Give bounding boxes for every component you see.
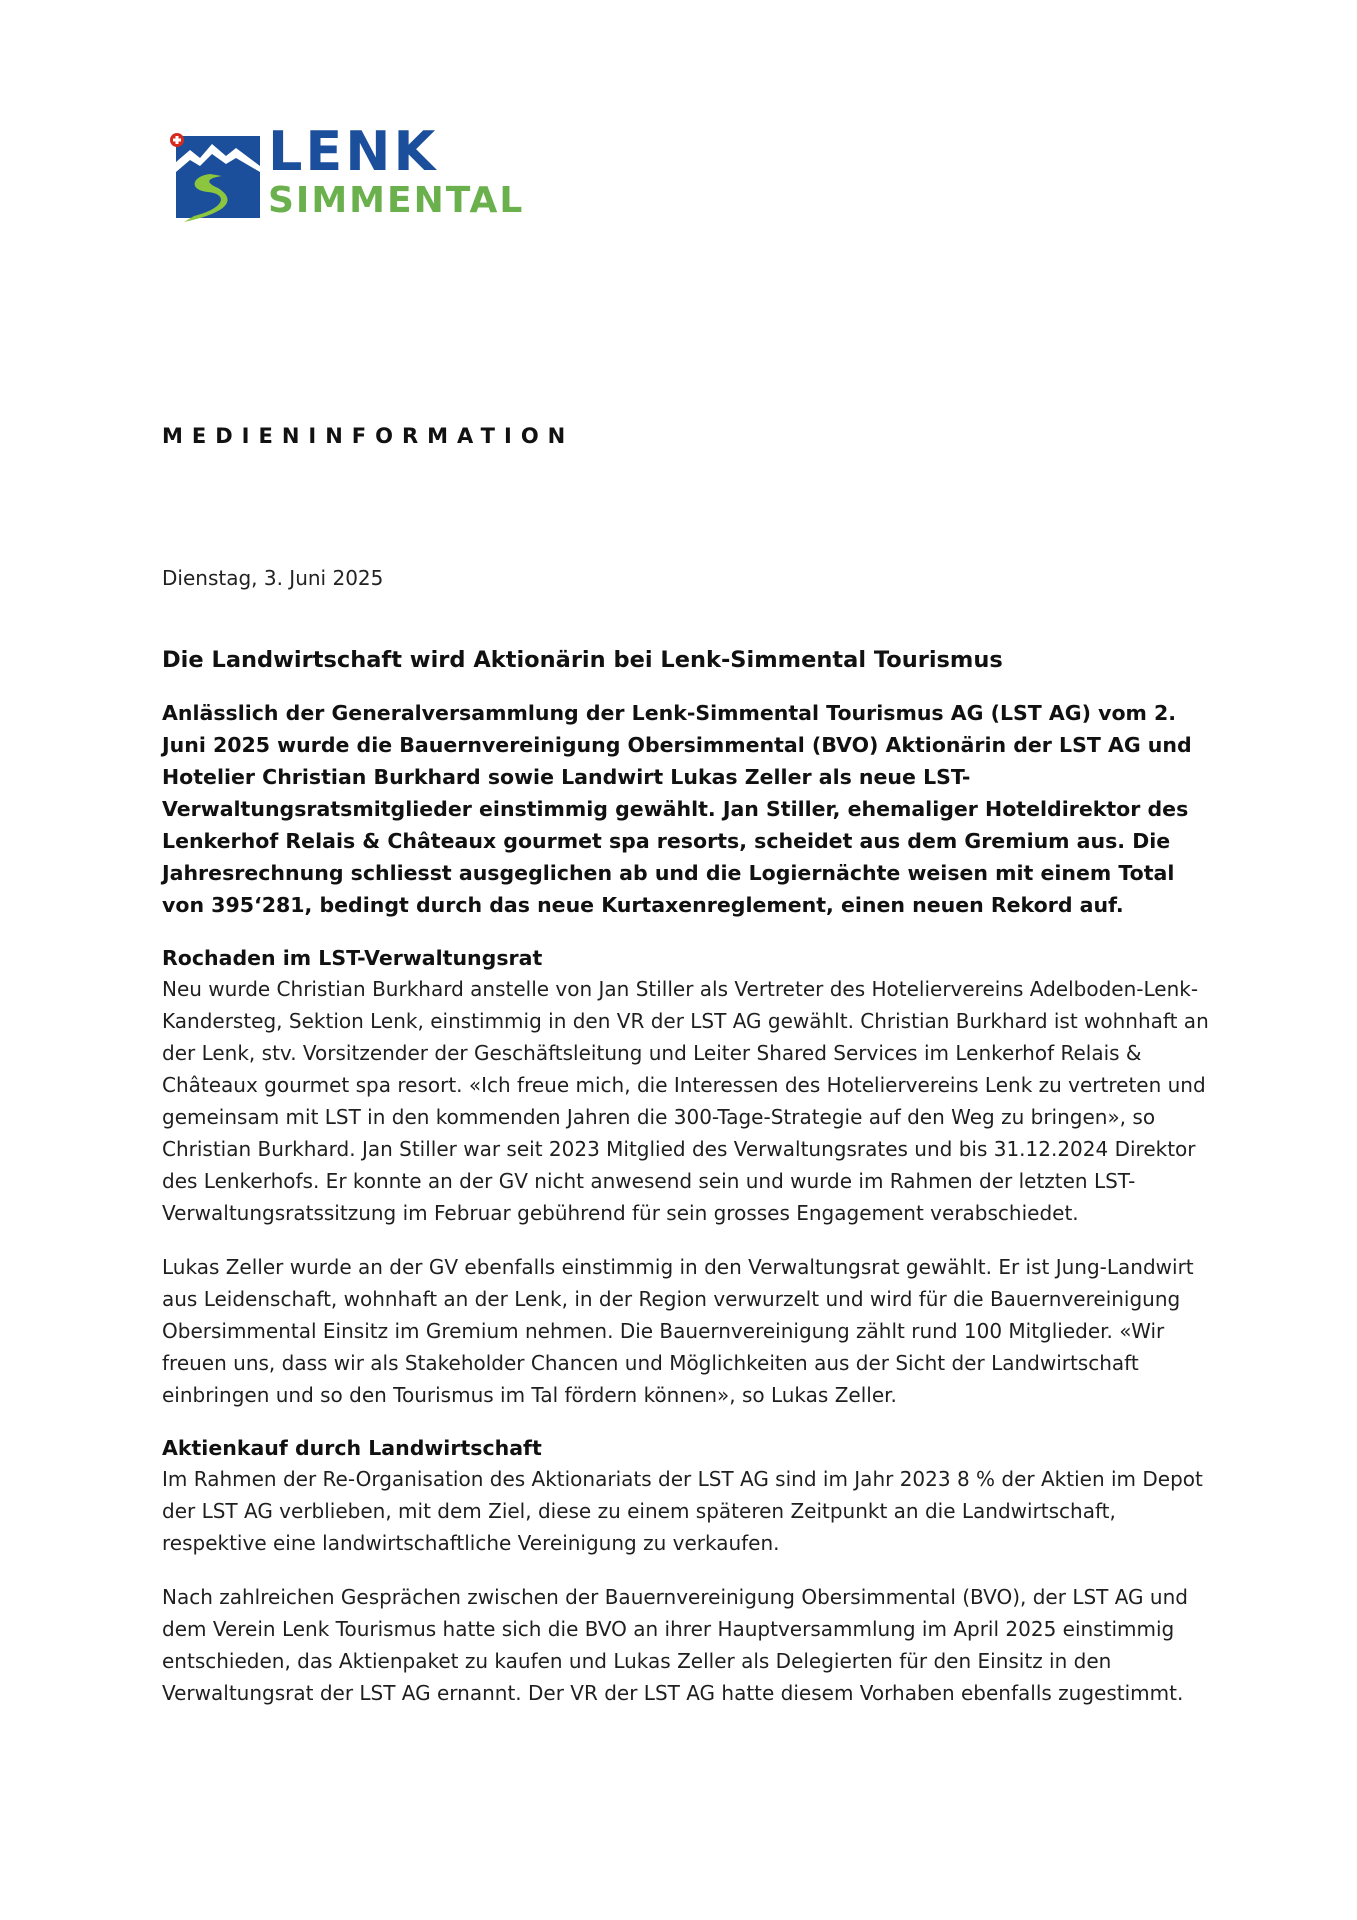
body-paragraph: Lukas Zeller wurde an der GV ebenfalls einstimmig in den Verwaltungsrat gewählt. Er ist Jung-Landwirt aus Leidenschaft, wohnhaft an der Lenk, in der Region verwurzelt und wird für die Bauernvereinigung Obersimmental Einsitz im Gremium nehmen. Die Bauernvereinigung zählt rund 100 Mitglieder. «Wir freuen uns, dass wir als Stakeholder Chancen und Möglichkeiten aus der Sicht der Landwirtschaft einbringen und so den Tourismus im Tal fördern können», so Lukas Zeller. bbox=[162, 1255, 1194, 1407]
logo-word-lenk: LENK bbox=[268, 120, 439, 183]
page-title: Die Landwirtschaft wird Aktionärin bei Lenk-Simmental Tourismus bbox=[162, 647, 1003, 673]
section-rochaden bbox=[162, 943, 1212, 1411]
lead-paragraph: Anlässlich der Generalversammlung der Lenk-Simmental Tourismus AG (LST AG) vom 2. Juni 2025 wurde die Bauernvereinigung Obersimmental (BVO) Aktionärin der LST AG und Hotelier Christian Burkhard sowie Landwirt Lukas Zeller als neue LST-Verwaltungsratsmitglieder einstimmig gewählt. Jan Stiller, ehemaliger Hoteldirektor des Lenkerhof Relais & Châteaux gourmet spa resorts, scheidet aus dem Gremium aus. Die Jahresrechnung schliesst ausgeglichen ab und die Logiernächte weisen mit einem Total von 395‘281, bedingt durch das neue Kurtaxenreglement, einen neuen Rekord auf. bbox=[162, 701, 1192, 917]
body-paragraph: Neu wurde Christian Burkhard anstelle von Jan Stiller als Vertreter des Hoteliervereins Adelboden-Lenk-Kandersteg, Sektion Lenk, einstimmig in den VR der LST AG gewählt. Christian Burkhard ist wohnhaft an der Lenk, stv. Vorsitzender der Geschäftsleitung und Leiter Shared Services im Lenkerhof Relais & Châteaux gourmet spa resort. «Ich freue mich, die Interessen des Hoteliervereins Lenk zu vertreten und gemeinsam mit LST in den kommenden Jahren die 300-Tage-Strategie auf den Weg zu bringen», so Christian Burkhard. Jan Stiller war seit 2023 Mitglied des Verwaltungsrates und bis 31.12.2024 Direktor des Lenkerhofs. Er konnte an der GV nicht anwesend sein und wurde im Rahmen der letzten LST-Verwaltungsratssitzung im Februar gebührend für sein grosses Engagement verabschiedet. bbox=[162, 977, 1209, 1225]
body-paragraph: Im Rahmen der Re-Organisation des Aktionariats der LST AG sind im Jahr 2023 8 % der Aktien im Depot der LST AG verblieben, mit dem Ziel, diese zu einem späteren Zeitpunkt an die Landwirtschaft, respektive eine landwirtschaftliche Vereinigung zu verkaufen. bbox=[162, 1467, 1203, 1555]
lenk-simmental-logo bbox=[160, 120, 540, 237]
section-title: Rochaden im LST-Verwaltungsrat bbox=[162, 946, 543, 970]
logo-word-simmental: SIMMENTAL bbox=[268, 180, 525, 221]
logo-wordmark bbox=[268, 120, 525, 221]
section-title: Aktienkauf durch Landwirtschaft bbox=[162, 1436, 542, 1460]
logo-mountain-icon bbox=[170, 132, 260, 222]
body-paragraph: Nach zahlreichen Gesprächen zwischen der Bauernvereinigung Obersimmental (BVO), der LST AG und dem Verein Lenk Tourismus hatte sich die BVO an ihrer Hauptversammlung im April 2025 einstimmig entschieden, das Aktienpaket zu kaufen und Lukas Zeller als Delegierten für den Einsitz in den Verwaltungsrat der LST AG ernannt. Der VR der LST AG hatte diesem Vorhaben ebenfalls zugestimmt. bbox=[162, 1585, 1188, 1705]
document-date: Dienstag, 3. Juni 2025 bbox=[162, 566, 384, 590]
section-aktienkauf bbox=[162, 1433, 1212, 1709]
document-kicker: MEDIENINFORMATION bbox=[162, 424, 575, 448]
document-body bbox=[162, 645, 1212, 1731]
